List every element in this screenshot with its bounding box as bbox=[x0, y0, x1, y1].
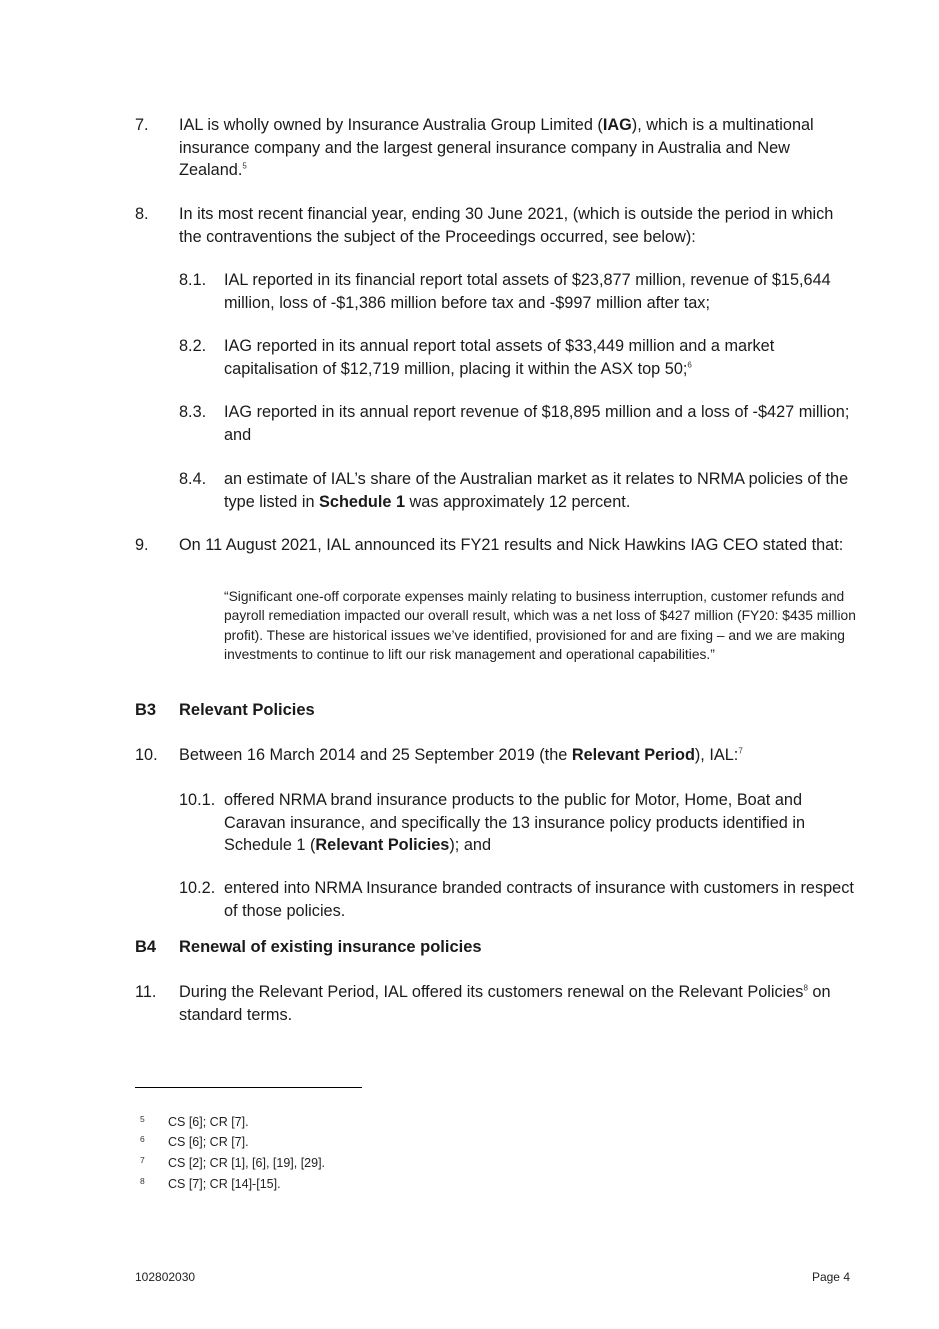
footnote-ref[interactable]: 7 bbox=[738, 746, 743, 756]
footnote-ref[interactable]: 8 bbox=[803, 983, 808, 993]
footnote-ref[interactable]: 6 bbox=[687, 360, 692, 370]
paragraph-number: 10.2. bbox=[179, 879, 216, 897]
paragraph-number: 8. bbox=[135, 205, 149, 223]
paragraph-number: 8.1. bbox=[179, 271, 207, 289]
paragraph-text: IAL reported in its financial report total assets of $23,877 million, revenue of $15,644 million, loss of -$1,386 million before tax and -$997 million after tax; bbox=[224, 271, 831, 312]
document-id: 102802030 bbox=[135, 1270, 196, 1284]
defined-term: Schedule 1 bbox=[319, 492, 405, 511]
footnote-number: 5 bbox=[140, 1114, 145, 1124]
footnote-text: CS [6]; CR [7]. bbox=[168, 1115, 249, 1129]
section-number: B4 bbox=[135, 938, 157, 956]
defined-term: IAG bbox=[602, 116, 632, 134]
defined-term: Relevant Policies bbox=[315, 836, 450, 854]
paragraph-number: 11. bbox=[135, 983, 157, 1001]
section-title: Relevant Policies bbox=[179, 701, 315, 719]
paragraph-text: On 11 August 2021, IAL announced its FY21 results and Nick Hawkins IAG CEO stated that: bbox=[179, 536, 844, 554]
footnote-separator bbox=[135, 1087, 362, 1088]
paragraph-number: 8.2. bbox=[179, 337, 207, 355]
section-title: Renewal of existing insurance policies bbox=[179, 938, 482, 956]
paragraph-text: In its most recent financial year, ending 30 June 2021, (which is outside the period in which the contraventions the subject of the Proceedings occurred, see below): bbox=[179, 205, 834, 246]
paragraph-text: entered into NRMA Insurance branded contracts of insurance with customers in respect of those policies. bbox=[224, 879, 854, 920]
text-run: During the Relevant Period, IAL offered its customers renewal on the Relevant Policies bbox=[179, 983, 804, 1001]
paragraph-number: 10. bbox=[135, 746, 158, 764]
text-run: ); and bbox=[449, 836, 491, 854]
footnote-number: 7 bbox=[140, 1155, 145, 1165]
footnote-text: CS [6]; CR [7]. bbox=[168, 1135, 249, 1149]
paragraph-number: 9. bbox=[135, 536, 149, 554]
defined-term: Relevant Period bbox=[571, 746, 695, 764]
paragraph-text: IAG reported in its annual report revenue of $18,895 million and a loss of -$427 million; and bbox=[224, 403, 850, 444]
text-run: Between 16 March 2014 and 25 September 2019 (the bbox=[179, 746, 572, 764]
paragraph-text bbox=[179, 114, 859, 182]
text-run: an estimate of IAL’s share of the Australian market as it relates to NRMA policies of the type listed in bbox=[224, 470, 849, 511]
text-run: was approximately 12 percent. bbox=[405, 492, 631, 511]
section-number: B3 bbox=[135, 701, 157, 719]
paragraph-text bbox=[224, 789, 859, 857]
paragraph-number: 8.4. bbox=[179, 470, 207, 488]
text-run: IAL is wholly owned by Insurance Australia Group Limited ( bbox=[179, 116, 603, 134]
paragraph-text bbox=[224, 468, 859, 513]
page-number: Page 4 bbox=[811, 1270, 850, 1284]
footnote-text: CS [2]; CR [1], [6], [19], [29]. bbox=[168, 1156, 326, 1170]
footnote-text: CS [7]; CR [14]-[15]. bbox=[168, 1177, 281, 1191]
text-run: ), which is a multinational insurance company and the largest general insurance company in Australia and New Zealand. bbox=[179, 116, 814, 179]
text-run: ), IAL: bbox=[694, 746, 739, 764]
footnote-ref[interactable]: 5 bbox=[242, 161, 247, 171]
paragraph-text bbox=[179, 981, 859, 1026]
text-run: offered NRMA brand insurance products to the public for Motor, Home, Boat and Caravan insurance, and specifically the 13 insurance policy products identified in Schedule 1 ( bbox=[224, 791, 806, 854]
text-run: on standard terms. bbox=[179, 983, 831, 1024]
paragraph-number: 10.1. bbox=[179, 791, 216, 809]
paragraph-number: 7. bbox=[135, 116, 149, 134]
paragraph-text bbox=[179, 744, 859, 767]
block-quote: “Significant one-off corporate expenses mainly relating to business interruption, customer refunds and payroll remediation impacted our overall result, which was a net loss of $427 million (FY20: $435 million profit). These are historical issues we’ve identified, provisioned for and are fixing – and we are making investments to continue to lift our risk management and operational capabilities.” bbox=[224, 589, 856, 662]
footnote-number: 8 bbox=[140, 1176, 145, 1186]
text-run: IAG reported in its annual report total assets of $33,449 million and a market capitalisation of $12,719 million, placing it within the ASX top 50; bbox=[224, 337, 775, 378]
paragraph-text bbox=[224, 335, 859, 380]
footnote-number: 6 bbox=[140, 1134, 145, 1144]
paragraph-number: 8.3. bbox=[179, 403, 207, 421]
